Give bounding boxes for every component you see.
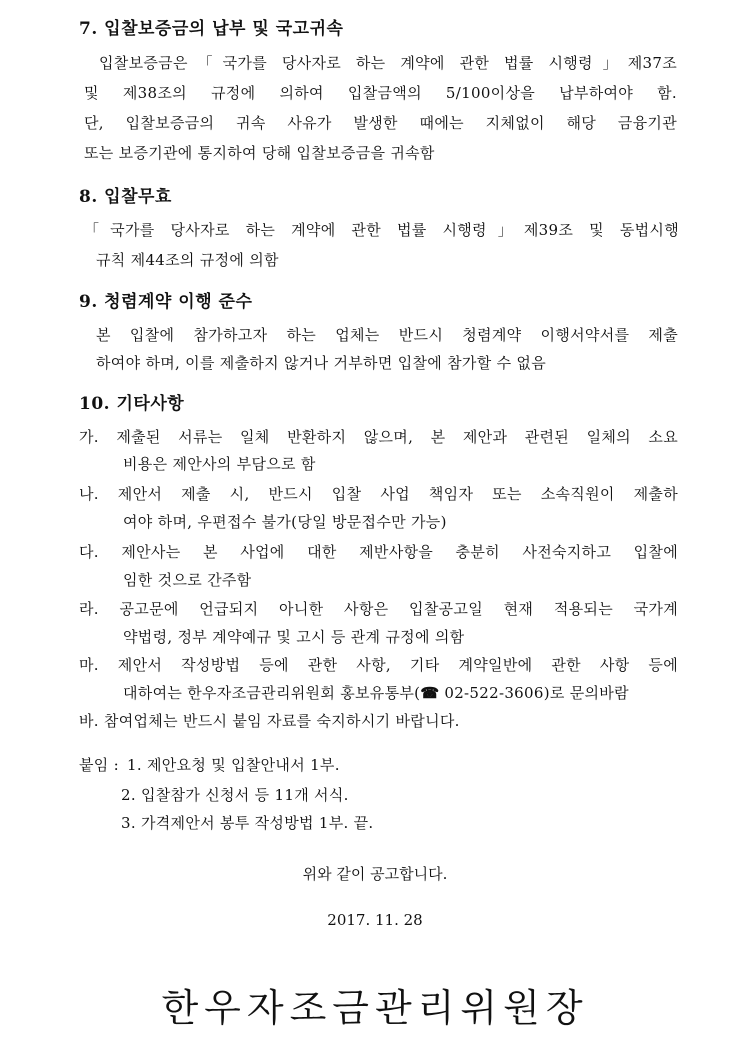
section-7-line-2: 및 제38조의 규정에 의하여 입찰금액의 5/100이상을 납부하여야 함. [84, 84, 677, 102]
list-item-ma-line-1: 마. 제안서 작성방법 등에 관한 사항, 기타 계약일반에 관한 사항 등에 [79, 656, 678, 674]
contact-text-post: 02-522-3606)로 문의바람 [439, 684, 629, 702]
section-7-line-3: 단, 입찰보증금의 귀속 사유가 발생한 때에는 지체없이 해당 금융기관 [84, 114, 677, 132]
attachment-item-3: 3. 가격제안서 봉투 작성방법 1부. 끝. [121, 814, 374, 832]
issuer-signature: 한우자조금관리위원장 [161, 986, 589, 1030]
list-item-ra-line-2: 약법령, 정부 계약예규 및 고시 등 관계 규정에 의함 [123, 628, 465, 646]
attachment-item-2: 2. 입찰참가 신청서 등 11개 서식. [121, 786, 349, 804]
section-7-title: 7. 입찰보증금의 납부 및 국고귀속 [79, 19, 344, 39]
list-item-ma-line-2 [123, 682, 629, 703]
list-item-na-line-1: 나. 제안서 제출 시, 반드시 입찰 사업 책임자 또는 소속직원이 제출하 [79, 485, 678, 503]
closing-statement: 위와 같이 공고합니다. [302, 865, 448, 883]
section-8-line-2: 규칙 제44조의 규정에 의함 [96, 251, 279, 269]
section-8-title: 8. 입찰무효 [79, 187, 172, 207]
section-8-line-1: 「국가를 당사자로 하는 계약에 관한 법률 시행령」제39조 및 동법시행 [84, 221, 679, 239]
section-9-line-1: 본 입찰에 참가하고자 하는 업체는 반드시 청렴계약 이행서약서를 제출 [96, 326, 678, 344]
section-7-line-4: 또는 보증기관에 통지하여 당해 입찰보증금을 귀속함 [84, 144, 435, 162]
section-10-title: 10. 기타사항 [79, 394, 185, 414]
list-item-ga-line-2: 비용은 제안사의 부담으로 함 [123, 455, 316, 473]
list-item-na-line-2: 여야 하며, 우편접수 불가(당일 방문접수만 가능) [123, 513, 447, 531]
list-item-ga-line-1: 가. 제출된 서류는 일체 반환하지 않으며, 본 제안과 관련된 일체의 소요 [79, 428, 678, 446]
announcement-date: 2017. 11. 28 [327, 911, 423, 929]
list-item-da-line-2: 임한 것으로 간주함 [123, 571, 252, 589]
section-9-line-2: 하여야 하며, 이를 제출하지 않거나 거부하면 입찰에 참가할 수 없음 [96, 354, 547, 372]
contact-text-pre: 대하여는 한우자조금관리위원회 홍보유통부( [123, 684, 421, 702]
section-9-title: 9. 청렴계약 이행 준수 [79, 292, 253, 312]
list-item-ra-line-1: 라. 공고문에 언급되지 아니한 사항은 입찰공고일 현재 적용되는 국가계 [79, 600, 678, 618]
attachment-item-1: 1. 제안요청 및 입찰안내서 1부. [127, 756, 340, 774]
list-item-da-line-1: 다. 제안사는 본 사업에 대한 제반사항을 충분히 사전숙지하고 입찰에 [79, 543, 678, 561]
list-item-ba-line-1: 바. 참여업체는 반드시 붙임 자료를 숙지하시기 바랍니다. [79, 712, 460, 730]
phone-icon: ☎ [420, 684, 440, 702]
attachments-label: 붙임 : [79, 756, 120, 774]
section-7-line-1: 입찰보증금은「국가를 당사자로 하는 계약에 관한 법률 시행령」제37조 [99, 54, 677, 72]
